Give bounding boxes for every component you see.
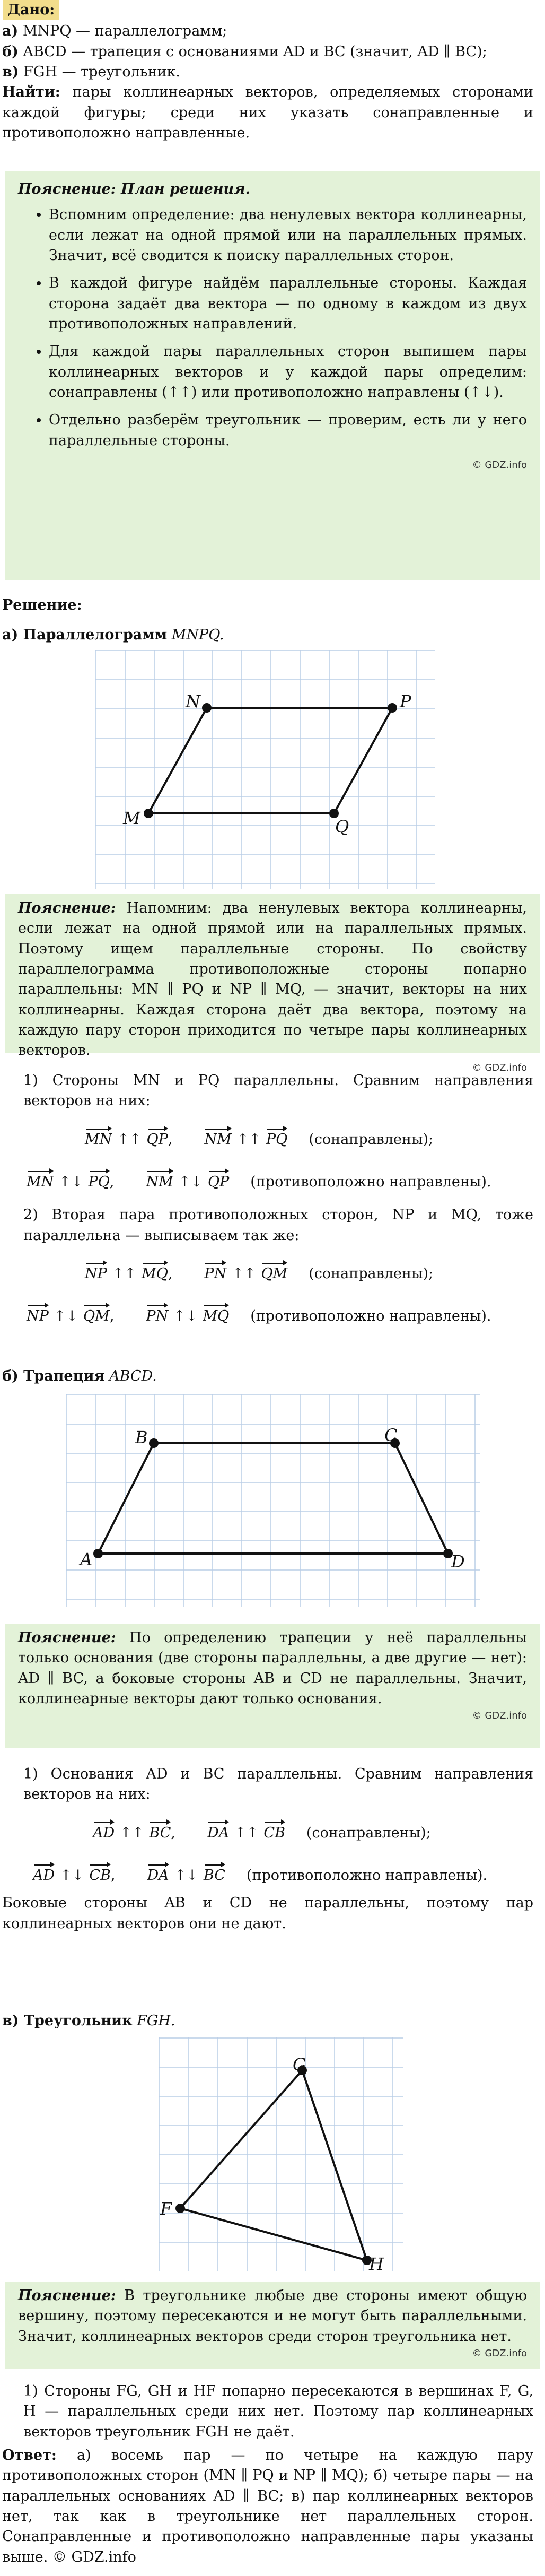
label-d: D — [451, 1551, 465, 1572]
part-c-note-label: Пояснение: — [18, 2287, 116, 2304]
label-a: A — [80, 1549, 93, 1569]
plan-item: • Отдельно разберём треугольник — проверим, есть ли у него параллельные стороны. — [49, 410, 527, 451]
parallelogram-shape — [148, 708, 392, 813]
label-c: C — [384, 1425, 398, 1445]
vector: QM — [83, 1303, 110, 1326]
given-label-c: в) — [2, 63, 19, 80]
vector: QP — [208, 1169, 229, 1192]
label-m: M — [123, 808, 140, 828]
relation: ↑↑ — [112, 1265, 137, 1282]
answer-label: Ответ: — [2, 2447, 57, 2464]
eq-comment: (сонаправлены); — [309, 1265, 434, 1282]
part-a-note-text: Напомним: два ненулевых вектора коллинеарны, если лежат на одной прямой или на параллельных прямых. Поэтому ищем параллельные стороны. По свойству параллелограмма противоположные стороны попарно параллельны: MN ∥ PQ и NP ∥ MQ, — значит, векторы на них коллинеарны. Каждая сторона даёт два вектора, поэтому на каждую пару сторон приходится по четыре пары коллинеарных векторов. — [18, 900, 527, 1059]
relation: ↑↓ — [174, 1867, 198, 1884]
part-a-steps — [0, 1071, 545, 1327]
part-c-figure: FGH. — [137, 2013, 175, 2029]
eq-row: AD ↑↑ BC , DA ↑↑ CB (сонаправлены); — [93, 1820, 545, 1843]
label-f: F — [160, 2199, 172, 2219]
answer-text: а) восемь пар — по четыре на каждую пару противоположных сторон (MN ∥ PQ и NP ∥ MQ); б) четыре пары — на параллельных основаниях AD ∥ BC; в) пар коллинеарных векторов нет, так как в треугольнике нет параллельных сторон. Сонаправленные и противоположно направленные пары указаны выше. © GDZ.info — [2, 2447, 533, 2565]
relation: ↑↓ — [59, 1173, 83, 1190]
vector: MQ — [203, 1303, 229, 1326]
part-a-step2: 2) Вторая пара противоположных сторон, NP и MQ, тоже параллельна — выписываем так же: — [23, 1207, 533, 1244]
vector: PQ — [89, 1169, 110, 1192]
vector: QP — [147, 1126, 168, 1150]
given-label-a: а) — [2, 23, 19, 40]
eq-comment: (противоположно направлены). — [250, 1173, 491, 1190]
relation: ↑↓ — [60, 1867, 84, 1884]
relation: ↑↑ — [117, 1131, 142, 1148]
label-n: N — [186, 691, 200, 712]
vector: QM — [261, 1261, 287, 1284]
triangle-shape — [180, 2070, 367, 2260]
label-b: B — [135, 1427, 148, 1447]
given-text-b: ABCD — трапеция с основаниями AD и BC (значит, AD ∥ BC); — [23, 43, 487, 60]
vector: NM — [146, 1169, 173, 1192]
vertex-m — [144, 809, 153, 818]
eq-comment: (противоположно направлены). — [250, 1308, 491, 1325]
given-block — [0, 0, 545, 143]
vector: MN — [27, 1169, 54, 1192]
find-text: пары коллинеарных векторов, определяемых сторонами каждой фигуры; среди них указать сонаправленные и противоположно направленные. — [2, 84, 533, 141]
relation: ↑↓ — [178, 1173, 203, 1190]
part-b-note — [0, 1624, 545, 1748]
vector: DA — [147, 1862, 169, 1886]
part-c-note — [0, 2282, 545, 2369]
plan-item: • В каждой фигуре найдём параллельные стороны. Каждая сторона задаёт два вектора — по одному в каждом из двух противоположных направлений. — [49, 273, 527, 334]
eq-row: MN ↑↑ QP , NM ↑↑ PQ (сонаправлены); — [85, 1126, 545, 1150]
solution-title: Решение: — [2, 597, 82, 613]
part-c-label: в) Треугольник — [2, 2013, 133, 2029]
part-b-step2: Боковые стороны AB и CD не параллельны, поэтому пар коллинеарных векторов они не дают. — [2, 1895, 533, 1932]
part-b-header — [0, 1366, 545, 1386]
trapezoid-shape — [98, 1443, 448, 1554]
part-c-step1: 1) Стороны FG, GH и HF попарно пересекаются в вершинах F, G, H — параллельных среди них нет. Поэтому пар коллинеарных векторов треугольник FGH не даёт. — [23, 2383, 533, 2440]
part-a-step1: 1) Стороны MN и PQ параллельны. Сравним направления векторов на них: — [23, 1072, 533, 1109]
eq-row: MN ↑↓ PQ , NM ↑↓ QP (противоположно направлены). — [27, 1169, 545, 1192]
part-c-header — [0, 2011, 545, 2031]
plan-note — [0, 171, 545, 580]
eq-comment: (сонаправлены); — [309, 1131, 434, 1148]
vector: MN — [85, 1126, 112, 1150]
eq-row: NP ↑↓ QM , PN ↑↓ MQ (противоположно направлены). — [27, 1303, 545, 1326]
given-text-a: MNPQ — параллелограмм; — [22, 23, 227, 40]
part-b-note-text: По определению трапеции у неё параллельны только основания (две стороны параллельны, а две другие — нет): AD ∥ BC, а боковые стороны AB и CD не параллельны. Значит, коллинеарные векторы дают только основания. — [18, 1629, 527, 1707]
plan-item: • Вспомним определение: два ненулевых вектора коллинеарны, если лежат на одной прямой или на параллельных прямых. Значит, всё сводится к поиску параллельных сторон. — [49, 205, 527, 266]
plan-item: • Для каждой пары параллельных сторон выпишем пары коллинеарных векторов и у каждой пары определим: сонаправлены (↑↑) или противоположно направлены (↑↓). — [49, 342, 527, 403]
label-q: Q — [335, 817, 349, 837]
relation: ↑↑ — [120, 1824, 144, 1841]
grid — [66, 1394, 480, 1607]
given-text-c: FGH — треугольник. — [23, 63, 180, 80]
part-a-note-label: Пояснение: — [18, 900, 116, 916]
vector: PQ — [266, 1126, 287, 1150]
relation: ↑↓ — [173, 1308, 198, 1325]
eq-row: NP ↑↑ MQ , PN ↑↑ QM (сонаправлены); — [85, 1261, 545, 1284]
find-label: Найти: — [2, 84, 60, 101]
vertex-a — [93, 1549, 103, 1558]
vector: AD — [93, 1820, 115, 1843]
parallelogram-figure — [95, 650, 435, 889]
part-b-figure: ABCD. — [109, 1368, 157, 1384]
vector: BC — [149, 1820, 171, 1843]
vertex-b — [149, 1438, 159, 1448]
part-c-steps — [0, 2381, 545, 2568]
relation: ↑↓ — [54, 1308, 78, 1325]
part-b-steps — [0, 1764, 545, 1934]
eq-row: AD ↑↓ CB , DA ↑↓ BC (противоположно направлены). — [33, 1862, 545, 1886]
label-g: G — [293, 2054, 306, 2075]
part-a-figure: MNPQ. — [171, 627, 224, 644]
vertex-n — [202, 703, 212, 713]
part-a-label: а) Параллелограмм — [2, 627, 168, 644]
plan-list — [18, 205, 527, 451]
part-b-watermark: © GDZ.info — [472, 1710, 527, 1722]
vector: PN — [146, 1303, 168, 1326]
vector: NM — [204, 1126, 231, 1150]
solution-header — [0, 595, 545, 646]
vertex-p — [388, 703, 397, 713]
part-c-watermark: © GDZ.info — [472, 2347, 527, 2359]
label-p: P — [400, 691, 411, 712]
vector: BC — [204, 1862, 225, 1886]
vector: MQ — [142, 1261, 168, 1284]
vertex-f — [175, 2204, 185, 2213]
part-b-step1: 1) Основания AD и BC параллельны. Сравним направления векторов на них: — [23, 1766, 533, 1803]
part-b-label: б) Трапеция — [2, 1368, 105, 1384]
relation: ↑↑ — [236, 1131, 261, 1148]
vector: NP — [85, 1261, 107, 1284]
grid — [95, 650, 435, 889]
eq-comment: (противоположно направлены). — [246, 1867, 488, 1884]
given-label-b: б) — [2, 43, 19, 60]
relation: ↑↑ — [234, 1824, 259, 1841]
part-b-note-label: Пояснение: — [18, 1629, 116, 1646]
vector: NP — [27, 1303, 49, 1326]
eq-comment: (сонаправлены); — [306, 1824, 431, 1841]
relation: ↑↑ — [232, 1265, 256, 1282]
vector: CB — [89, 1862, 111, 1886]
label-h: H — [369, 2254, 384, 2271]
vector: CB — [263, 1820, 285, 1843]
part-c-note-text: В треугольнике любые две стороны имеют общую вершину, поэтому пересекаются и не могут быть параллельными. Значит, коллинеарных векторов среди сторон треугольника нет. — [18, 2287, 527, 2345]
vector: PN — [204, 1261, 226, 1284]
trapezoid-figure — [66, 1394, 480, 1607]
plan-title: Пояснение: План решения. — [18, 181, 251, 197]
vector: AD — [33, 1862, 55, 1886]
given-title: Дано: — [3, 0, 59, 20]
part-a-note — [0, 894, 545, 1073]
triangle-figure — [159, 2037, 403, 2271]
plan-watermark: © GDZ.info — [472, 459, 527, 471]
part-a-watermark: © GDZ.info — [472, 1062, 527, 1073]
vector: DA — [207, 1820, 229, 1843]
